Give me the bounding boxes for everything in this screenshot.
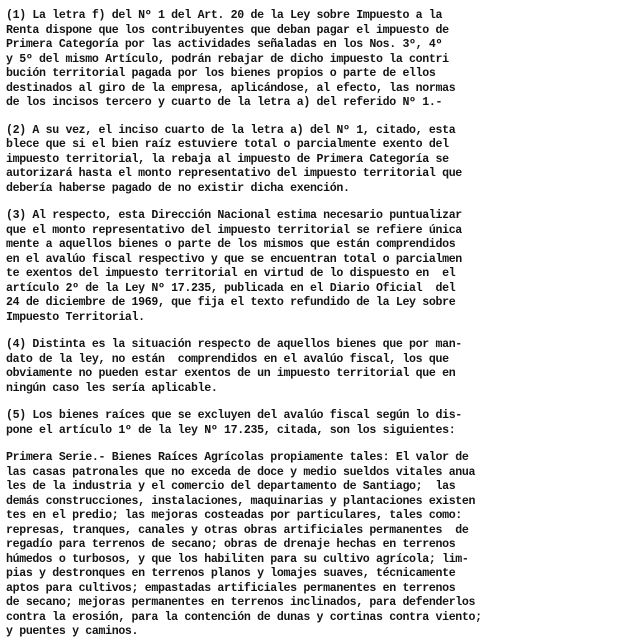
text-line: dato de la ley, no están comprendidos en el avalúo fiscal, los que <box>6 352 449 366</box>
text-line: demás construcciones, instalaciones, maquinarias y plantaciones existen <box>6 494 476 508</box>
text-line: Primera Categoría por las actividades señaladas en los Nos. 3º, 4º <box>6 38 443 51</box>
text-line: impuesto territorial, la rebaja al impuesto de Primera Categoría se <box>6 152 449 166</box>
text-line: pone el artículo 1º de la ley Nº 17.235, citada, son los siguientes: <box>6 423 456 437</box>
text-line: Renta dispone que los contribuyentes que deban pagar el impuesto de <box>6 23 449 37</box>
paragraph-3 <box>6 209 624 325</box>
paragraph-5 <box>6 409 624 438</box>
text-line: (1) La letra f) del Nº 1 del Art. 20 de la Ley sobre Impuesto a la <box>6 9 443 22</box>
text-line: blece que si el bien raíz estuviere total o parcialmente exento del <box>6 138 449 151</box>
text-line: las casas patronales que no exceda de doce y medio sueldos vitales anua <box>6 465 476 479</box>
text-line: autorizará hasta el monto representativo del impuesto territorial que <box>6 167 462 180</box>
text-line: destinados al giro de la empresa, aplicándose, al efecto, las normas <box>6 81 456 95</box>
text-line: y puentes y caminos. <box>6 625 139 638</box>
text-line: regadío para terrenos de secano; obras de drenaje hechas en terrenos <box>6 538 456 551</box>
text-line: pias y destronques en terrenos planos y lomajes suaves, técnicamente <box>6 567 456 580</box>
text-line: artículo 2º de la Ley Nº 17.235, publicada en el Diario Oficial del <box>6 281 456 295</box>
text-line: tes en el predio; las mejoras costeadas por particulares, tales como: <box>6 509 462 522</box>
text-line: y 5º del mismo Artículo, podrán rebajar de dicho impuesto la contri <box>6 52 449 66</box>
text-line: húmedos o turbosos, y que los habiliten para su cultivo agrícola; lim- <box>6 552 469 566</box>
text-line: que el monto representativo del impuesto territorial se refiere única <box>6 223 462 237</box>
text-line: (2) A su vez, el inciso cuarto de la letra a) del Nº 1, citado, esta <box>6 123 456 137</box>
text-line: (5) Los bienes raíces que se excluyen del avalúo fiscal según lo dis- <box>6 409 462 422</box>
text-line: bución territorial pagada por los bienes propios o parte de ellos <box>6 67 436 80</box>
text-line: mente a aquellos bienes o parte de los mismos que están comprendidos <box>6 238 456 251</box>
text-line: debería haberse pagado de no existir dicha exención. <box>6 181 350 195</box>
text-line: (4) Distinta es la situación respecto de aquellos bienes que por man- <box>6 338 462 351</box>
text-line: de los incisos tercero y cuarto de la letra a) del referido Nº 1.- <box>6 96 443 109</box>
paragraph-1 <box>6 9 624 111</box>
paragraph-4 <box>6 338 624 396</box>
paragraph-primera-serie <box>6 451 624 640</box>
text-line: Primera Serie.- Bienes Raíces Agrícolas propiamente tales: El valor de <box>6 451 469 464</box>
text-line: (3) Al respecto, esta Dirección Nacional estima necesario puntualizar <box>6 209 462 222</box>
text-line: contra la erosión, para la contención de dunas y cortinas contra viento; <box>6 610 482 624</box>
paragraph-2 <box>6 124 624 197</box>
text-line: de secano; mejoras permanentes en terrenos inclinados, para defenderlos <box>6 596 476 609</box>
text-line: en el avalúo fiscal respectivo y que se encuentran total o parcialmen <box>6 252 462 266</box>
text-line: les de la industria y el comercio del departamento de Santiago; las <box>6 480 456 493</box>
text-line: represas, tranques, canales y otras obras artificiales permanentes de <box>6 523 469 537</box>
text-line: ningún caso les sería aplicable. <box>6 381 218 395</box>
text-line: obviamente no pueden estar exentos de un impuesto territorial que en <box>6 367 456 380</box>
text-line: aptos para cultivos; empastadas artificiales permanentes en terrenos <box>6 581 456 595</box>
text-line: Impuesto Territorial. <box>6 310 145 324</box>
text-line: 24 de diciembre de 1969, que fija el texto refundido de la Ley sobre <box>6 296 456 309</box>
text-line: te exentos del impuesto territorial en virtud de lo dispuesto en el <box>6 267 456 280</box>
